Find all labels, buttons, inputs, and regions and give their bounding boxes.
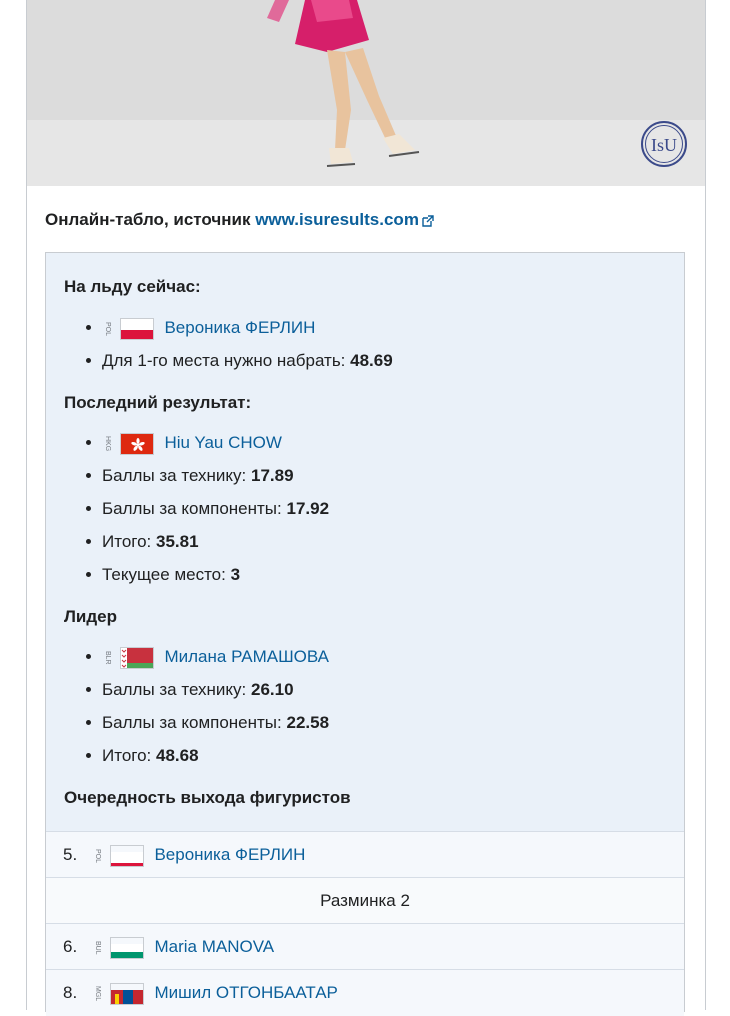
country-code: POL [104,321,111,336]
component-score-item: Баллы за компоненты: 17.92 [46,492,329,525]
isu-logo [640,120,688,168]
belarus-flag-icon [120,647,154,669]
country-code: BLR [104,650,111,665]
skater-link[interactable]: Hiu Yau CHOW [164,433,282,452]
start-order-row [46,923,684,970]
last-result-skater [46,426,329,459]
source-prefix: Онлайн-табло, источник [45,210,251,229]
total-score-item: Итого: 35.81 [46,525,329,558]
component-score-item: Баллы за компоненты: 22.58 [46,706,329,739]
live-results-panel [45,252,685,1012]
skater-link[interactable]: Мишил ОТГОНБААТАР [154,983,338,1002]
poland-flag-icon [110,845,144,867]
last-result-heading: Последний результат: [64,393,252,412]
leader-list [46,640,329,772]
start-order-row [46,831,684,878]
start-number: 5. [63,845,78,864]
start-order-row [46,969,684,1016]
skater-photo [27,0,705,186]
on-ice-skater [46,311,393,344]
skater-link[interactable]: Милана РАМАШОВА [164,647,330,666]
on-ice-heading: На льду сейчас: [64,277,201,296]
last-result-list [46,426,329,591]
start-number: 8. [63,983,78,1002]
source-line [45,209,434,231]
leader-heading: Лидер [64,607,118,626]
skater-link[interactable]: Maria MANOVA [154,937,275,956]
total-score-item: Итого: 48.68 [46,739,329,772]
warmup-row [46,877,684,924]
country-code: BUL [94,940,101,955]
tech-score-item: Баллы за технику: 17.89 [46,459,329,492]
skater-link[interactable]: Вероника ФЕРЛИН [164,318,316,337]
country-code: HKG [104,435,111,452]
skater-link[interactable]: Вероника ФЕРЛИН [154,845,306,864]
leader-skater [46,640,329,673]
country-code: POL [94,848,101,863]
need-score-value: 48.69 [350,351,393,370]
need-score-item: Для 1-го места нужно набрать: 48.69 [46,344,393,377]
results-card [26,0,706,1010]
poland-flag-icon [120,318,154,340]
tech-score-item: Баллы за технику: 26.10 [46,673,329,706]
mongolia-flag-icon [110,983,144,1005]
warmup-label: Разминка 2 [320,891,410,910]
skater-figure-image [27,0,705,186]
external-link-icon [422,215,434,227]
on-ice-list [46,311,393,377]
bulgaria-flag-icon [110,937,144,959]
start-number: 6. [63,937,78,956]
start-order-heading: Очередность выхода фигуристов [64,788,351,807]
hong-kong-flag-icon [120,433,154,455]
isuresults-link[interactable]: www.isuresults.com [255,210,434,229]
svg-text:IsU: IsU [651,135,677,155]
country-code: MGL [94,985,101,1002]
current-place-item: Текущее место: 3 [46,558,329,591]
